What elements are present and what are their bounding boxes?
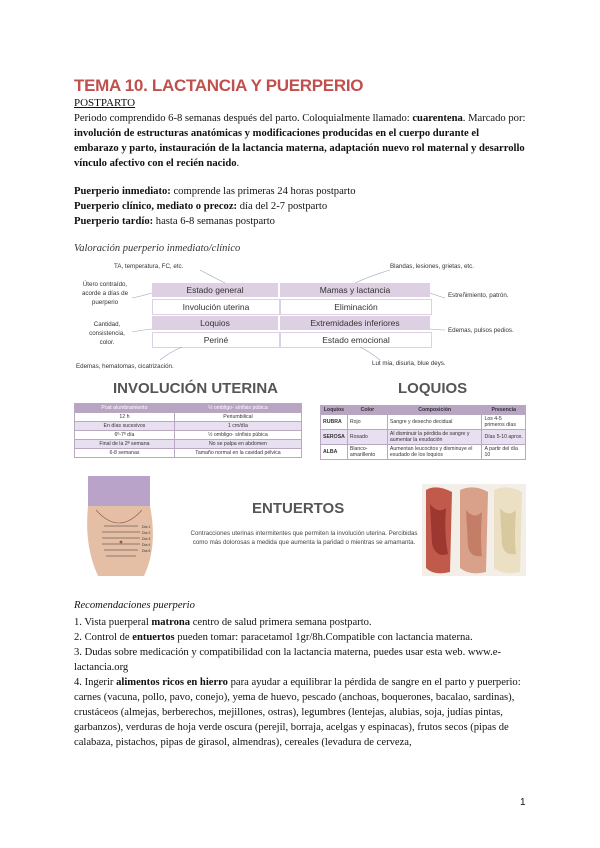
svg-text:Día 5: Día 5 bbox=[142, 549, 151, 553]
note-cantidad: Cantidad, consistencia, color. bbox=[89, 321, 125, 346]
note-estrenimiento: Estreñimiento, patrón. bbox=[448, 292, 509, 299]
section-heading: POSTPARTO bbox=[74, 97, 136, 109]
cell-mamas: Mamas y lactancia bbox=[280, 283, 430, 297]
entuertos-title: ENTUERTOS bbox=[252, 500, 345, 517]
svg-text:Día 1: Día 1 bbox=[142, 525, 151, 529]
loquios-photos bbox=[422, 484, 526, 576]
loquios-table: Loquios Color Composición Presencia RUBRA Rojo Sangre y desecho decidual Los 4-5 primeros días SEROSA Rosado Al disminuir la pérdida de sangre y aumentar la exudación Días 5-10 aprox. ALBA Blanco-amarillento Aumentan leucocitos y disminuye el exudado de los loquios A partir del día 10 bbox=[320, 405, 526, 460]
cell-eliminacion: Eliminación bbox=[280, 299, 432, 315]
note-blandas: Blandas, lesiones, grietas, etc. bbox=[390, 263, 474, 270]
list-item: 2. Control de entuertos pueden tomar: paracetamol 1gr/8h.Compatible con lactancia materna. bbox=[74, 632, 473, 643]
intro-paragraph: Periodo comprendido 6-8 semanas después del parto. Coloquialmente llamado: cuarentena. Marcado por: involución de estructuras anatómicas y modificaciones producidas en el cuerpo durante el embarazo y parto, instauración de la lactancia materna, adaptación nuevo rol maternal y desarrollo vínculo afectivo con el recién nacido. bbox=[74, 113, 526, 169]
list-item: 1. Vista puerperal matrona centro de salud primera semana postparto. bbox=[74, 617, 372, 628]
uterus-fundal-height-illustration bbox=[74, 476, 164, 576]
cell-involucion: Involución uterina bbox=[152, 299, 280, 315]
svg-text:Día 4: Día 4 bbox=[142, 543, 151, 547]
cell-perine: Periné bbox=[152, 332, 280, 348]
recomendaciones-title: Recomendaciones puerperio bbox=[74, 600, 195, 611]
note-ta: TA, temperatura, FC, etc. bbox=[114, 263, 184, 270]
cell-extremidades: Extremidades inferiores bbox=[280, 316, 430, 330]
entuertos-text: Contracciones uterinas intermitentes que permiten la involución uterina. Percibidas como más dolorosas a medida que aumenta la paridad o mientras se amamanta. bbox=[190, 530, 418, 546]
loquios-title: LOQUIOS bbox=[398, 380, 468, 397]
note-edemas-hematomas: Edemas, hematomas, cicatrización. bbox=[76, 363, 174, 370]
list-item: 3. Dudas sobre medicación y compatibilidad con la lactancia materna, puedes usar esta web. www.e-lactancia.org bbox=[74, 647, 502, 673]
note-lutmia: Lut mia, disuria, blue deys. bbox=[372, 360, 446, 367]
phase-item: Puerperio inmediato: comprende las primeras 24 horas postparto bbox=[74, 186, 356, 197]
phase-item: Puerperio clínico, mediato o precoz: día del 2-7 postparto bbox=[74, 201, 328, 212]
note-utero: Útero contraído, acorde a días de puerperio bbox=[81, 281, 129, 306]
phase-item: Puerperio tardío: hasta 6-8 semanas postparto bbox=[74, 216, 275, 227]
recomendaciones-list bbox=[74, 615, 528, 750]
list-item: 4. Ingerir alimentos ricos en hierro para ayudar a equilibrar la pérdida de sangre en el parto y puerperio: carnes (vacuna, pollo, pavo, conejo), yema de huevo, pescado (anchoas, boquerones, bacalao, sardinas), crustáceos (almejas, berberechos, mejillones, ostras), legumbres (lentejas, alubias, soja, judías pintas, garbanzos), verduras de hoja verde oscura (perejil, borraja, acelgas y espinacas), frutos secos (pipas de calabaza, pistachos, pipas de girasol, almendras), cereales (levadura de cerveza, bbox=[74, 677, 521, 748]
svg-text:Día 3: Día 3 bbox=[142, 537, 151, 541]
cell-emocional: Estado emocional bbox=[280, 332, 432, 348]
involucion-table: Post alumbramiento ½ ombligo- sínfisis púbica 12 h Periumbilical En días sucesivos 1 cm/día 6º-7º día ½ ombligo- sínfisis púbica Final de la 2ª semana No se palpa en abdomen 6-8 semanas Tamaño normal en la cavidad pélvica bbox=[74, 403, 302, 458]
page-number: 1 bbox=[520, 797, 526, 808]
svg-text:Día 2: Día 2 bbox=[142, 531, 151, 535]
involucion-title: INVOLUCIÓN UTERINA bbox=[113, 380, 278, 397]
cell-estado-general: Estado general bbox=[152, 283, 278, 297]
cell-loquios: Loquios bbox=[152, 316, 278, 330]
note-edemas: Edemas, pulsos pedios. bbox=[448, 327, 514, 334]
valoracion-title: Valoración puerperio inmediato/clínico bbox=[74, 243, 241, 254]
page-title: TEMA 10. LACTANCIA Y PUERPERIO bbox=[74, 76, 364, 95]
